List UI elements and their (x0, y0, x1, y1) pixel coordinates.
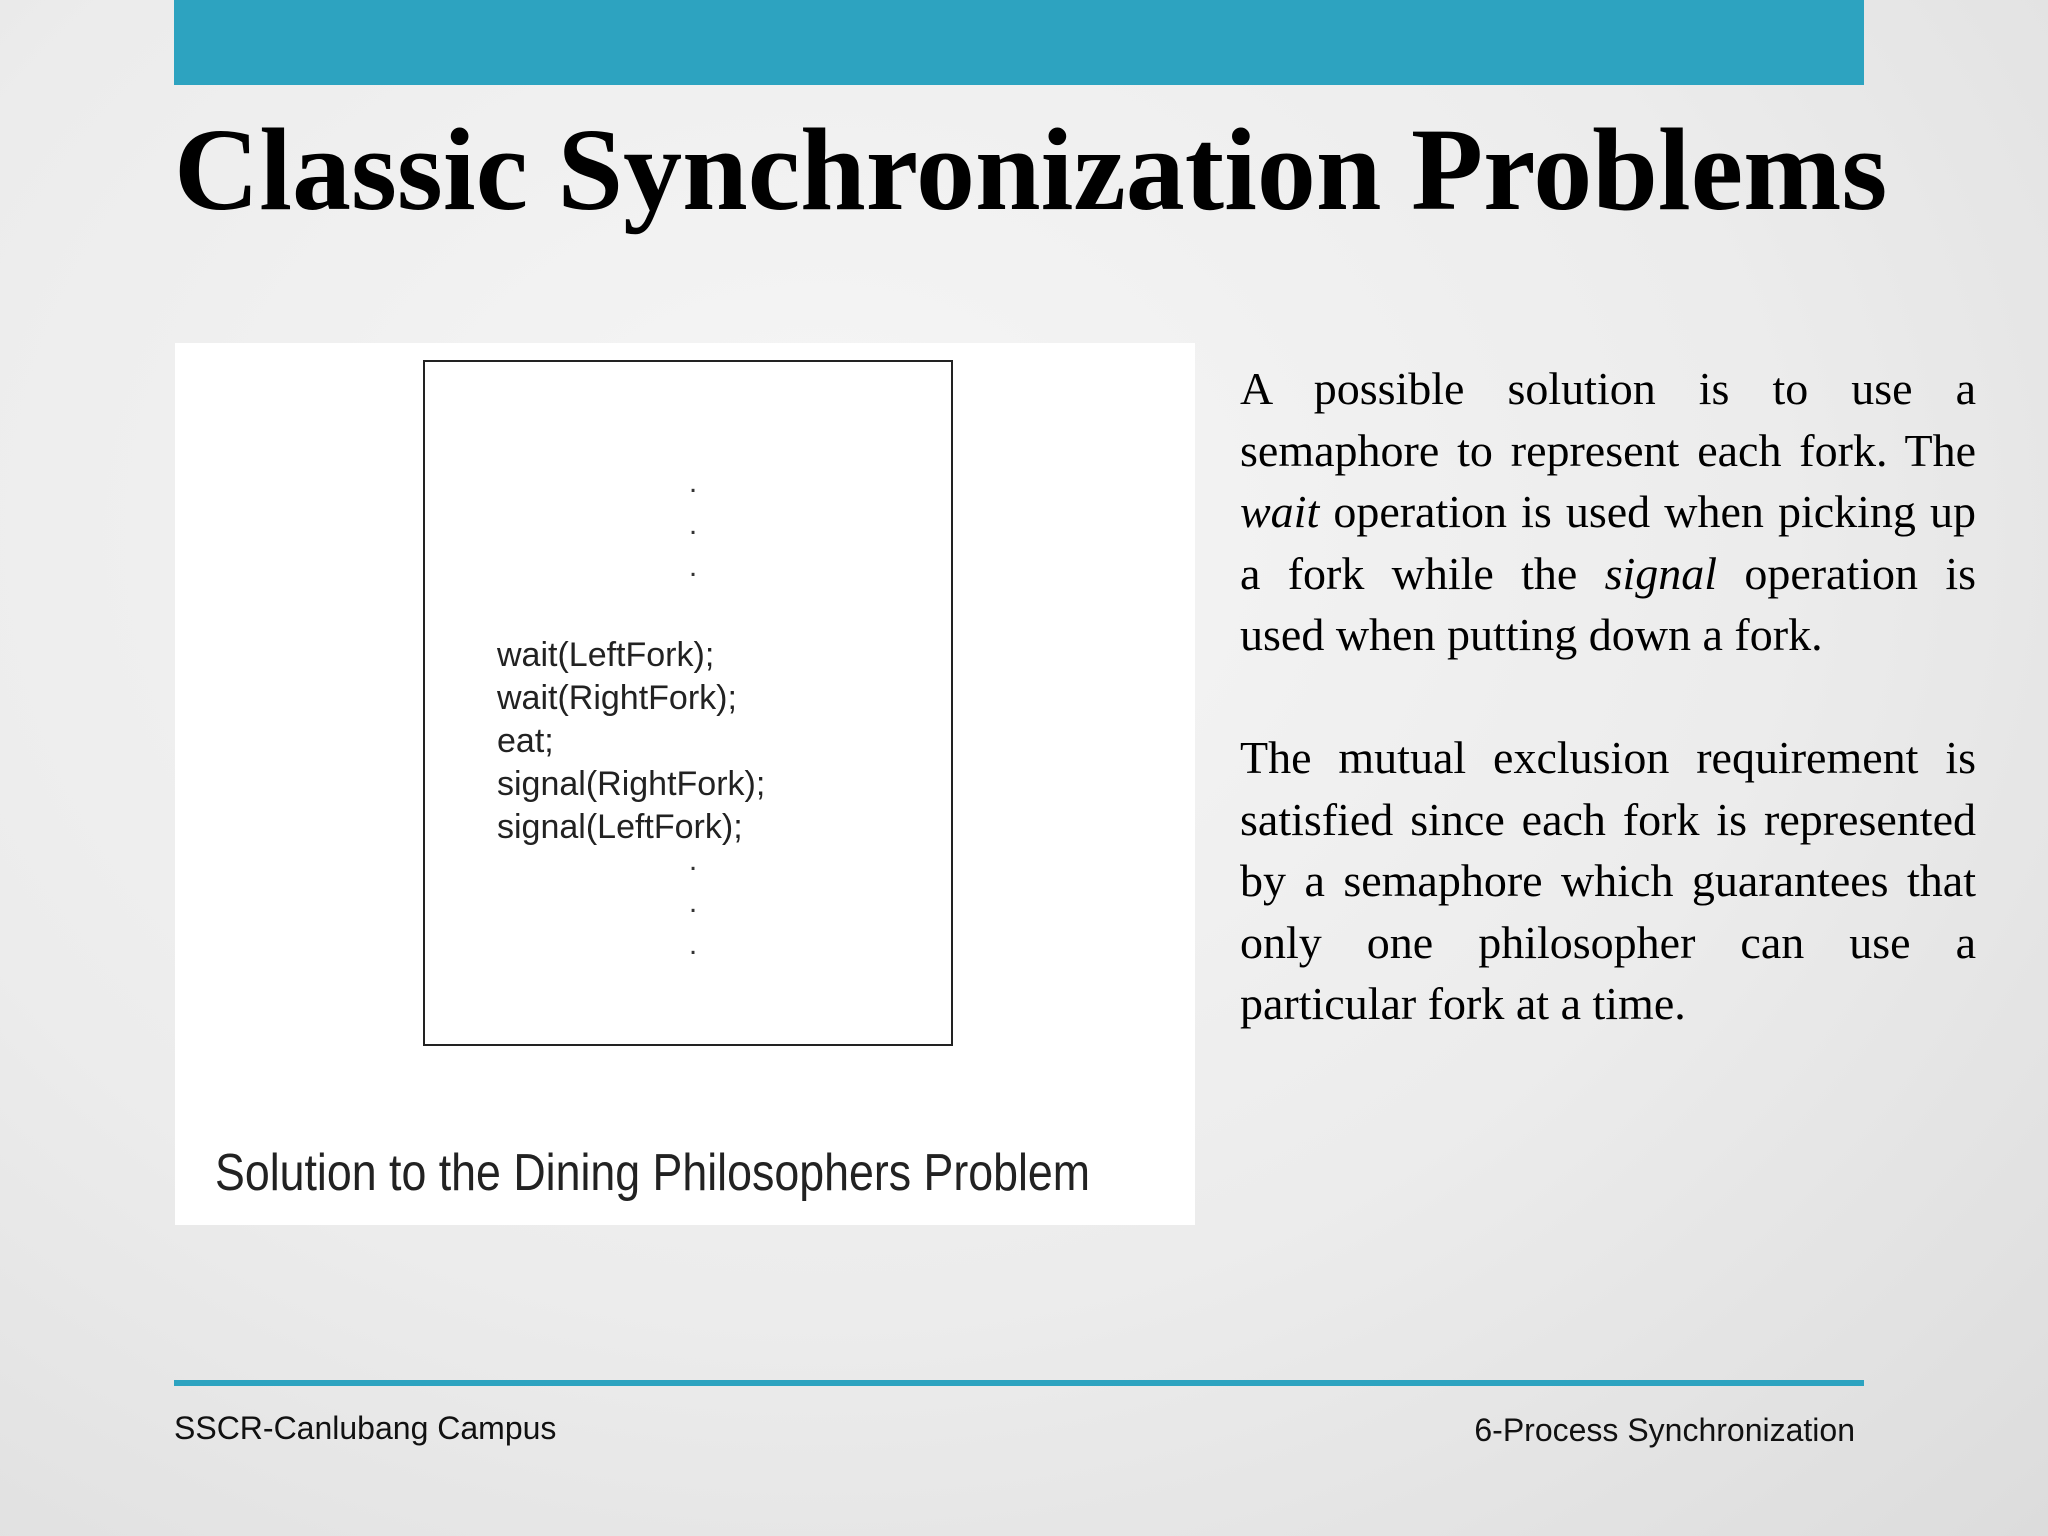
text-run: operation is used when putting down a fork. (1240, 547, 1976, 660)
ellipsis-dot: . (688, 886, 698, 919)
code-box (423, 360, 953, 1046)
code-line: signal(LeftFork); (497, 808, 743, 846)
code-line: wait(RightFork); (497, 679, 737, 717)
code-line: signal(RightFork); (497, 765, 766, 803)
ellipsis-dot: . (688, 466, 698, 499)
header-accent-bar (174, 0, 1864, 85)
ellipsis-bottom (683, 840, 703, 966)
emphasis-signal: signal (1604, 547, 1718, 599)
code-line: wait(LeftFork); (497, 636, 715, 674)
footer-campus: SSCR-Canlubang Campus (174, 1410, 557, 1446)
code-line: eat; (497, 722, 554, 760)
footer-topic: 6-Process Synchronization (1474, 1412, 1855, 1448)
slide-title: Classic Synchronization Problems (174, 104, 1888, 235)
footer-accent-line (174, 1380, 1864, 1386)
ellipsis-dot: . (688, 844, 698, 877)
text-run: operation is used when picking up a fork while the (1240, 486, 1976, 599)
figure-caption: Solution to the Dining Philosophers Problem (215, 1144, 1091, 1202)
text-run: A possible solution is to use a semaphore to represent each fork. The (1240, 363, 1976, 476)
paragraph-mutual-exclusion: The mutual exclusion requirement is satisfied since each fork is represented by a semaphore which guarantees that only one philosopher can use a particular fork at a time. (1240, 732, 1976, 1029)
body-text (1240, 358, 1976, 1035)
ellipsis-dot: . (688, 508, 698, 541)
code-lines (497, 634, 765, 849)
emphasis-wait: wait (1240, 486, 1320, 537)
ellipsis-top (683, 462, 703, 588)
ellipsis-dot: . (688, 550, 698, 583)
figure-image (175, 343, 1195, 1225)
ellipsis-dot: . (688, 928, 698, 961)
paragraph-solution (1240, 358, 1976, 666)
